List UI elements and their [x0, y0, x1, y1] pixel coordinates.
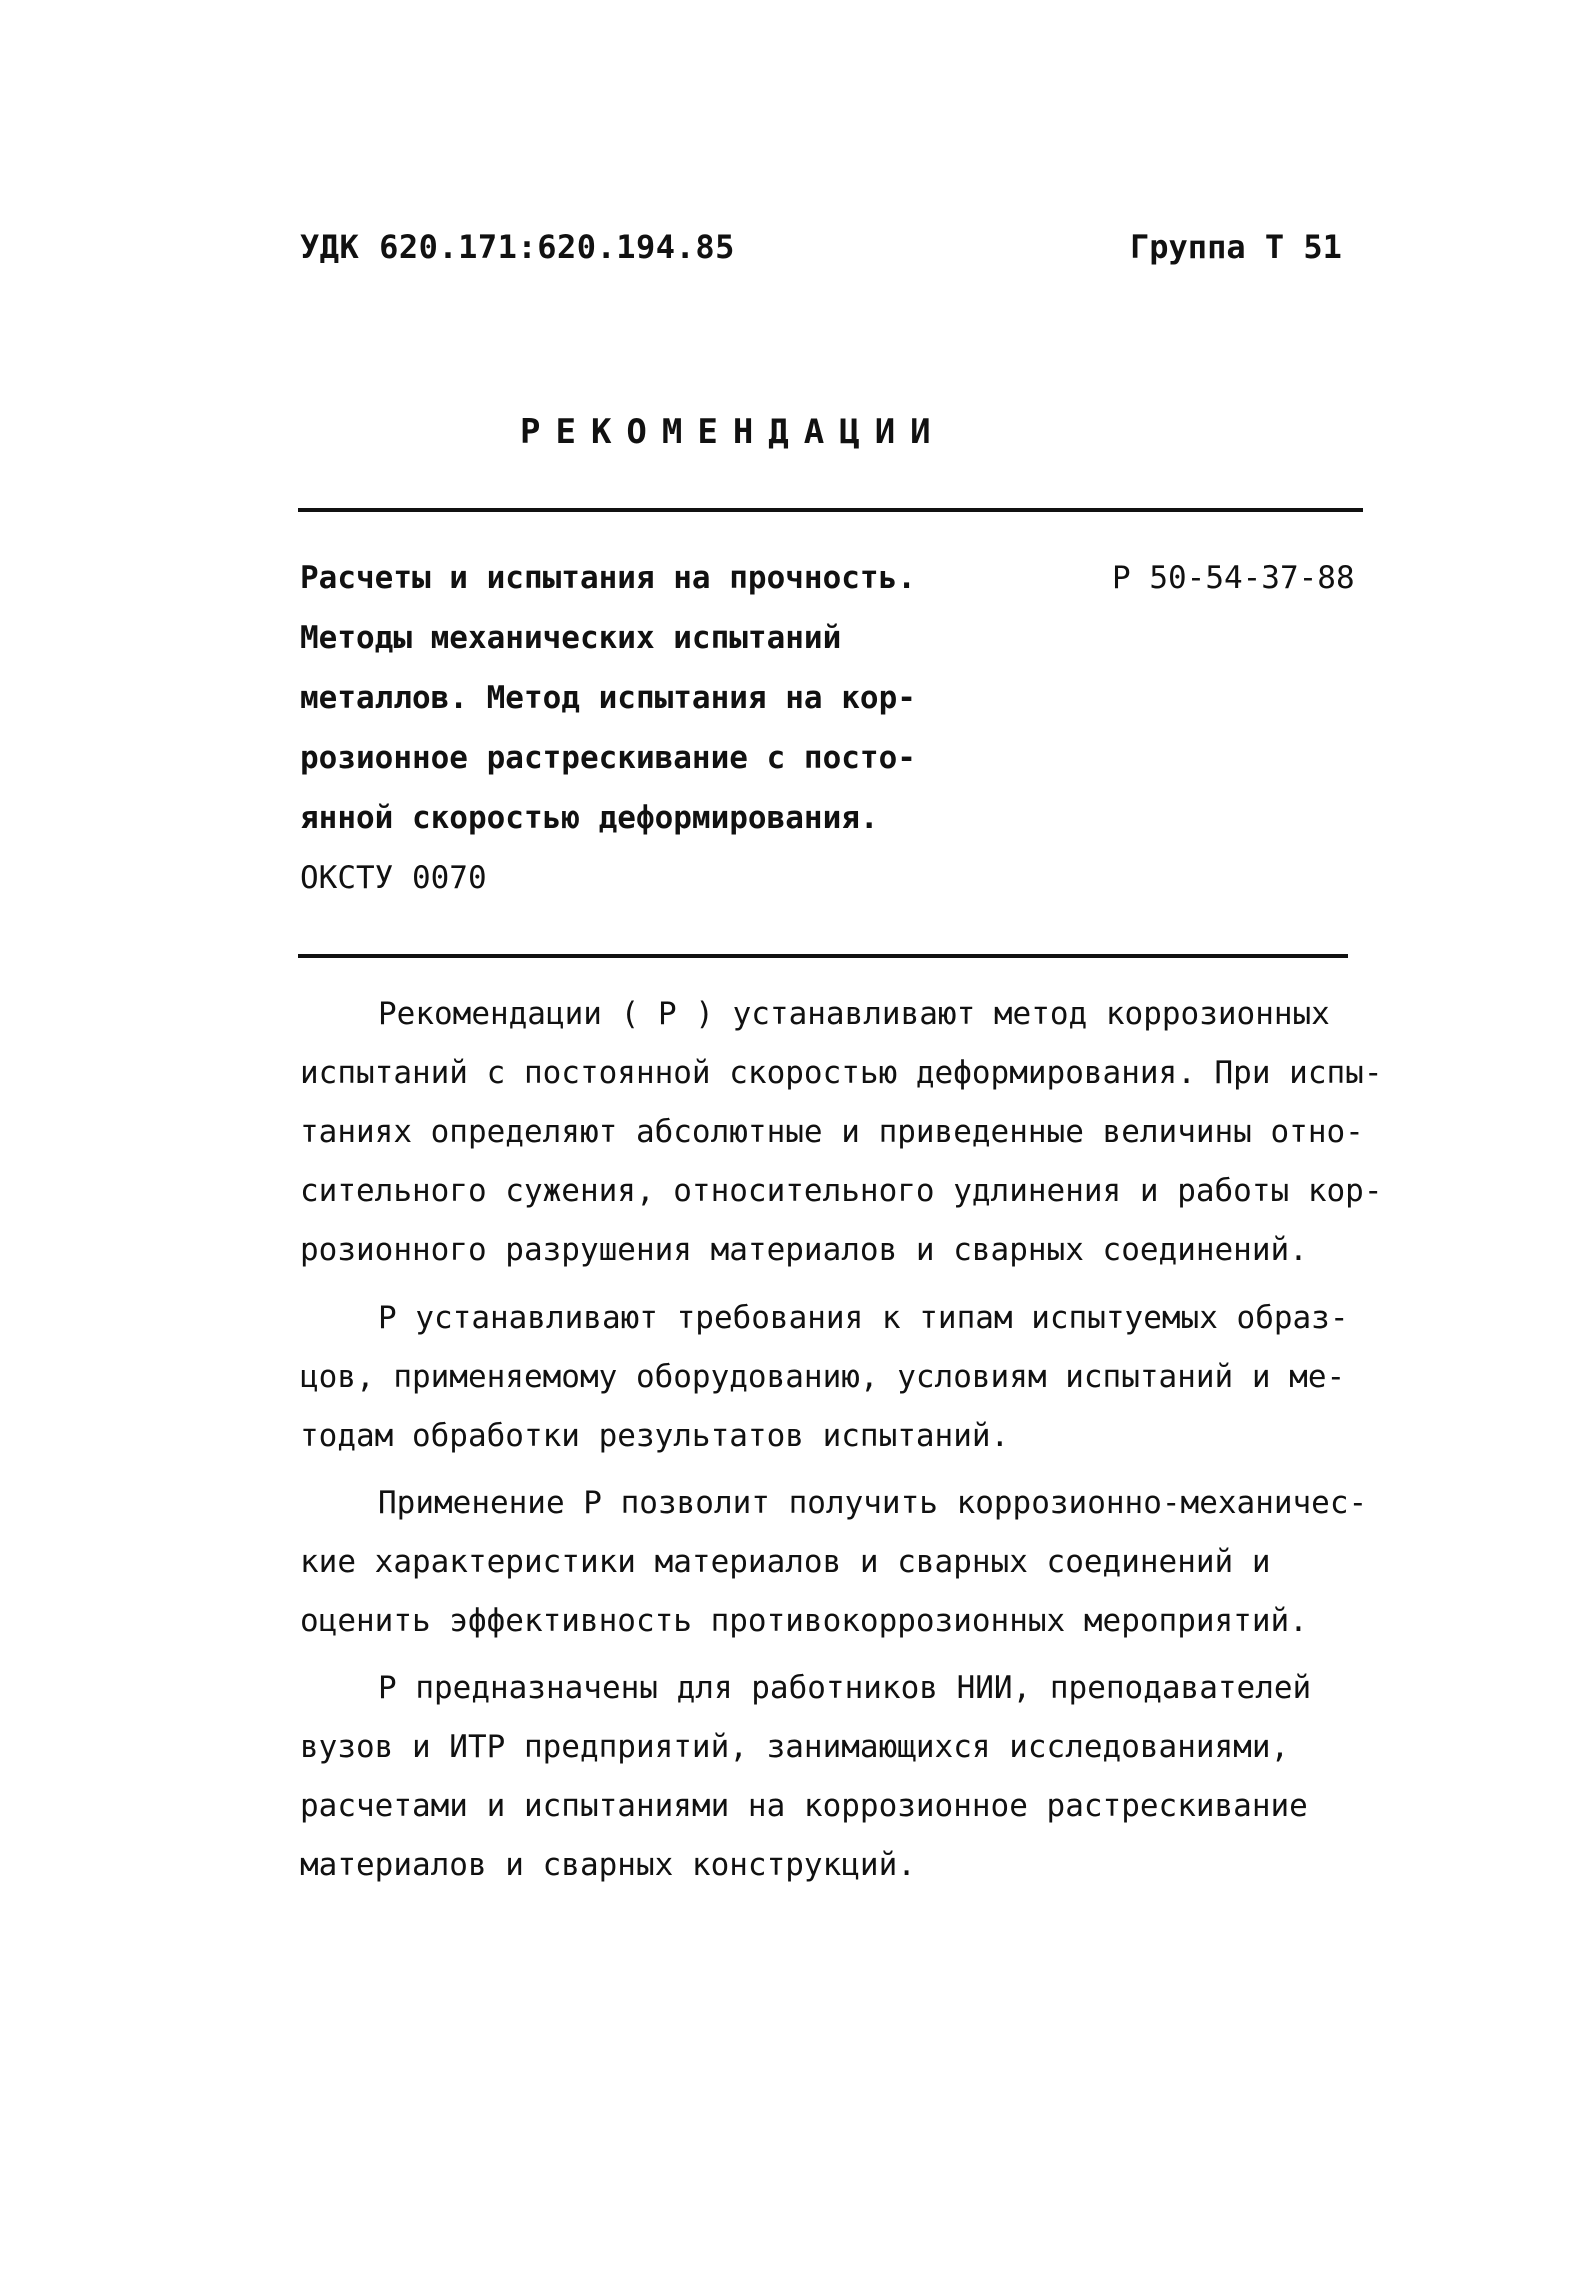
paragraph-3 [300, 1474, 1380, 1651]
text-line: вузов и ИТР предприятий, занимающихся исследованиями, [300, 1729, 1290, 1765]
group-code: Группа Т 51 [1130, 228, 1342, 266]
text-line: Рекомендации ( Р ) устанавливают метод коррозионных [378, 996, 1330, 1032]
text-line: сительного сужения, относительного удлинения и работы кор- [300, 1173, 1383, 1209]
paragraph-spacer [300, 1466, 1380, 1474]
paragraph-2 [300, 1289, 1380, 1466]
text-line: оценить эффективность противокоррозионных мероприятий. [300, 1603, 1308, 1639]
bottom-divider [298, 954, 1348, 958]
text-line: таниях определяют абсолютные и приведенные величины отно- [300, 1114, 1364, 1150]
subject-line: розионное растрескивание с посто- [300, 740, 916, 776]
paragraph-spacer [300, 1651, 1380, 1659]
subject-line: Расчеты и испытания на прочность. [300, 560, 916, 596]
subject-block [300, 548, 960, 908]
document-number: Р 50-54-37-88 [1112, 560, 1355, 596]
top-divider [298, 508, 1363, 512]
text-line: цов, применяемому оборудованию, условиям испытаний и ме- [300, 1359, 1346, 1395]
paragraph-4 [300, 1659, 1380, 1895]
text-line: Р устанавливают требования к типам испытуемых образ- [378, 1300, 1349, 1336]
paragraph-spacer [300, 1280, 1380, 1289]
udk-code: УДК 620.171:620.194.85 [300, 228, 735, 266]
body-text [300, 985, 1383, 1895]
paragraph-1 [300, 985, 1383, 1280]
text-line: расчетами и испытаниями на коррозионное растрескивание [300, 1788, 1308, 1824]
subject-line: Методы механических испытаний [300, 620, 842, 656]
text-line: Р предназначены для работников НИИ, преподавателей [378, 1670, 1312, 1706]
text-line: розионного разрушения материалов и сварных соединений. [300, 1232, 1308, 1268]
subject-line: металлов. Метод испытания на кор- [300, 680, 916, 716]
text-line: кие характеристики материалов и сварных соединений и [300, 1544, 1271, 1580]
text-line: тодам обработки результатов испытаний. [300, 1418, 1010, 1454]
text-line: Применение Р позволит получить коррозионно-механичес- [378, 1485, 1368, 1521]
subject-line: янной скоростью деформирования. [300, 800, 879, 836]
okstu-code: ОКСТУ 0070 [300, 860, 487, 896]
text-line: испытаний с постоянной скоростью деформирования. При испы- [300, 1055, 1383, 1091]
text-line: материалов и сварных конструкций. [300, 1847, 916, 1883]
document-title: РЕКОМЕНДАЦИИ [520, 412, 946, 452]
